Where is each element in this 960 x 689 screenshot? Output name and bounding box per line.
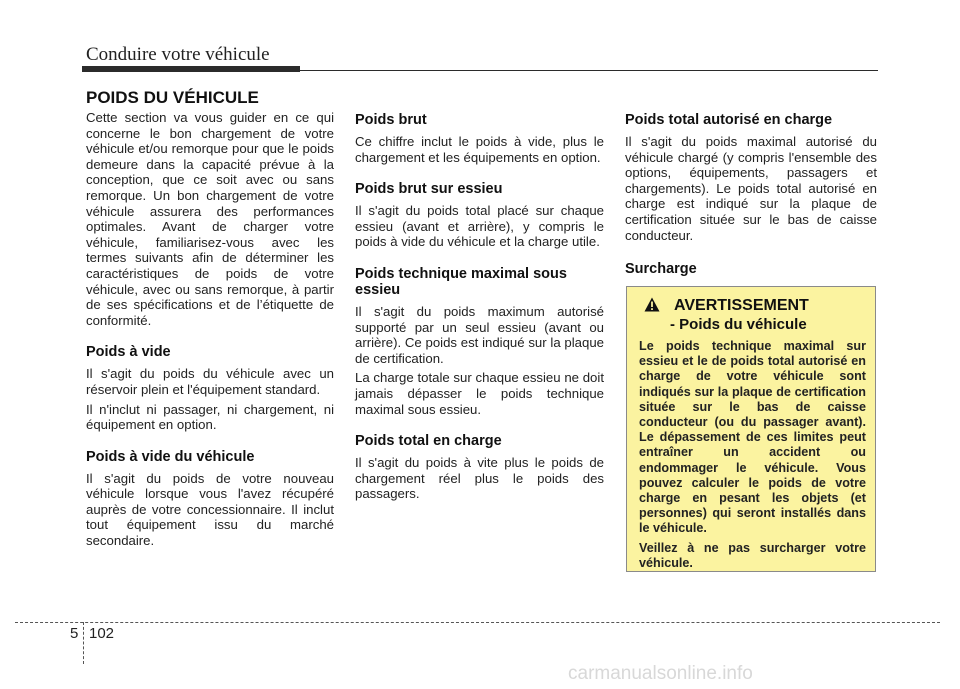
paragraph-poids-brut-essieu: Il s'agit du poids total placé sur chaque essieu (avant et arrière), y compris le poids à vide du véhicule et la charge utile.: [355, 203, 604, 250]
heading-ptac: Poids total autorisé en charge: [625, 112, 833, 128]
page-number: 102: [89, 625, 115, 642]
footer-rule: [15, 622, 940, 623]
paragraph-poids-a-vide-1: Il s'agit du poids du véhicule avec un réservoir plein et l'équipement standard.: [86, 366, 334, 397]
heading-poids-a-vide-vehicule: Poids à vide du véhicule: [86, 448, 255, 465]
paragraph-poids-total: Il s'agit du poids à vite plus le poids de chargement réel plus le poids des passagers.: [355, 455, 604, 502]
paragraph-poids-a-vide-2: Il n'inclut ni passager, ni chargement, ni équipement en option.: [86, 401, 334, 433]
warning-header: [639, 295, 866, 339]
warning-title: AVERTISSEMENT: [674, 297, 809, 314]
heading-poids-total: Poids total en charge: [355, 433, 502, 450]
heading-surcharge: Surcharge: [625, 261, 697, 278]
paragraph-poids-technique-2: La charge totale sur chaque essieu ne doit jamais dépasser le poids technique maximal sous essieu.: [355, 370, 604, 417]
paragraph-poids-brut: Ce chiffre inclut le poids à vide, plus le chargement et les équipements en option.: [355, 134, 604, 165]
paragraph-poids-technique-1: Il s'agit du poids maximum autorisé supporté par un seul essieu (avant ou arrière). Ce poids est indiqué sur la plaque de certification.: [355, 303, 604, 366]
paragraph-poids-a-vide-vehicule: Il s'agit du poids de votre nouveau véhicule lorsque vous l'avez récupéré auprès de votre concessionnaire. Il inclut tout équipement issu du marché secondaire.: [86, 470, 334, 549]
warning-triangle-icon: [644, 297, 660, 312]
section-title: POIDS DU VÉHICULE: [86, 88, 259, 107]
watermark: carmanualsonline.info: [568, 663, 753, 684]
header-bar: [82, 66, 300, 72]
warning-paragraph-2: Veillez à ne pas surcharger votre véhicule.: [639, 540, 866, 570]
heading-poids-a-vide: Poids à vide: [86, 344, 171, 361]
chapter-number: 5: [70, 625, 79, 642]
column-1: [86, 110, 334, 553]
warning-paragraph-1: Le poids technique maximal sur essieu et le de poids total autorisé en charge de votre véhicule sont indiqués sur la plaque de certification située sur le bas de caisse conducteur (ou du passager avant). Le dépassement de ces limites peut entraîner un accident ou endommager le véhicule. Vous pouvez calculer le poids de votre charge en pesant les objets (et personnes) qui seront installés dans le véhicule.: [639, 339, 866, 536]
column-2: [355, 110, 604, 506]
paragraph-ptac: Il s'agit du poids maximal autorisé du véhicule chargé (y compris l'ensemble des options, équipements, passagers et chargements). Le poids total autorisé en charge est indiqué sur la plaque de certification située sur le bas de caisse conducteur.: [625, 134, 877, 243]
footer-divider: [83, 622, 84, 664]
warning-subtitle: - Poids du véhicule: [670, 316, 807, 333]
heading-poids-brut: Poids brut: [355, 112, 427, 128]
warning-box: [626, 286, 876, 572]
column-3: [625, 110, 877, 283]
intro-paragraph: Cette section va vous guider en ce qui concerne le bon chargement de votre véhicule et/ou remorque pour que le poids demeure dans la capacité prévue à la conception, que ce soit avec ou sans remorque. Un bon chargement de votre véhicule assurera des performances optimales. Avant de charger votre véhicule, familiarisez-vous avec les termes suivants afin de déterminer les caractéristiques de poids de votre véhicule, avec ou sans remorque, à partir de ses spécifications et de l’étiquette de conformité.: [86, 110, 334, 328]
header-rule: [300, 70, 878, 71]
heading-poids-technique: Poids technique maximal sous essieu: [355, 265, 567, 298]
heading-poids-brut-essieu: Poids brut sur essieu: [355, 181, 503, 198]
header-title: Conduire votre véhicule: [86, 44, 270, 65]
